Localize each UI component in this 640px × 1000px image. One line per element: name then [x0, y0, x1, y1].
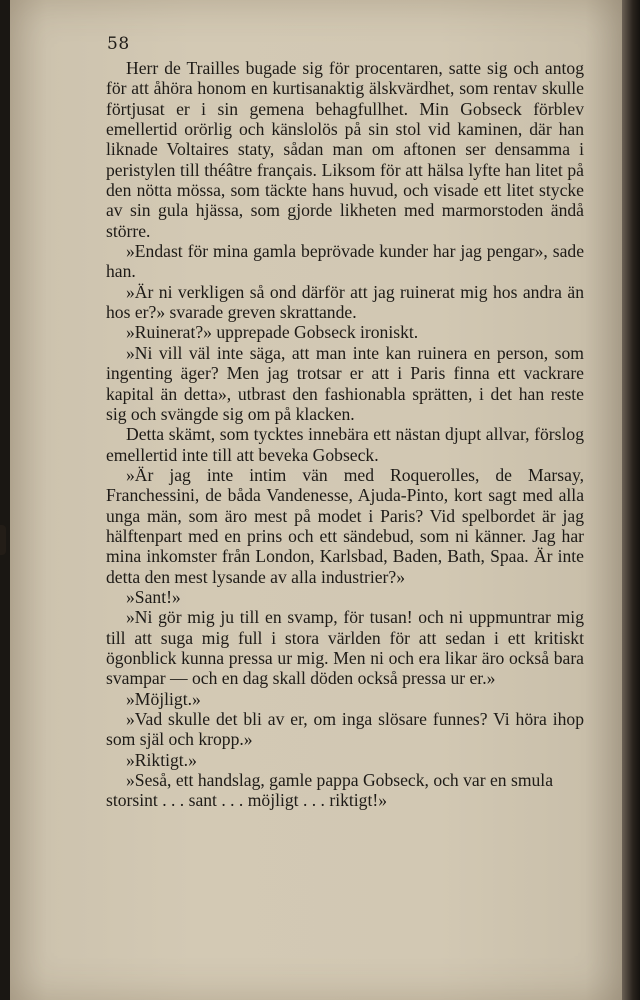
body-text — [106, 58, 584, 811]
paragraph: »Är jag inte intim vän med Roquerolles, de Marsay, Franchessini, de båda Vandenesse, Ajuda-Pinto, kort sagt med alla unga män, som äro mest på modet i Paris? Vid spelbordet är jag hälftenpart med en prins och ett sändebud, som ni känner. Jag har mina inkomster från London, Karlsbad, Baden, Bath, Spaa. Är inte detta den mest lysande av alla industrier?» — [106, 464, 584, 587]
paragraph: »Vad skulle det bli av er, om inga slösare funnes? Vi höra ihop som själ och kropp.» — [106, 709, 584, 750]
paragraph: »Seså, ett handslag, gamle pappa Gobseck, och var en smula storsint . . . sant . . . möjligt . . . riktigt!» — [106, 770, 554, 811]
paragraph: »Är ni verkligen så ond därför att jag ruinerat mig hos andra än hos er?» svarade greven skrattande. — [106, 281, 584, 323]
paragraph: Detta skämt, som tycktes innebära ett nästan djupt allvar, förslog emellertid inte till att beveka Gobseck. — [106, 424, 584, 465]
paragraph: »Ni vill väl inte säga, att man inte kan ruinera en person, som ingenting äger? Men jag trotsar er att i Paris finna ett vackrare kapital än detta», utbrast den fashionabla sprätten, i det han reste sig och svängde sig om på klacken. — [106, 342, 584, 424]
paragraph: »Riktigt.» — [126, 749, 197, 770]
paragraph: »Ni gör mig ju till en svamp, för tusan! och ni uppmuntrar mig till att suga mig full i stora världen för att sedan i ett kritiskt ögonblick kunna pressa ur mig. Men ni och era likar äro också bara svampar — och en dag skall döden också pressa ur er.» — [106, 607, 584, 689]
paper-sheet — [10, 0, 622, 1000]
paragraph: »Sant!» — [126, 586, 181, 607]
paragraph: »Endast för mina gamla beprövade kunder har jag pengar», sade han. — [106, 241, 584, 282]
page-number: 58 — [107, 34, 130, 54]
paragraph: Herr de Trailles bugade sig för procentaren, satte sig och antog för att åhöra honom en kurtisanaktig älskvärdhet, som rentav skulle förtjusat er i sin gemena behagfullhet. Min Gobseck förblev emellertid orörlig och känslolös på sin stol vid kaminen, där han liknade Voltaires staty, sådan man om aftonen ser densamma i peristylen till théâtre français. Liksom för att hälsa lyfte han litet på den nötta mössa, som täckte hans huvud, och visade ett litet stycke av sin gula hjässa, som gjorde likheten med marmorstoden ändå större. — [106, 58, 584, 241]
paragraph: »Ruinerat?» upprepade Gobseck ironiskt. — [126, 322, 419, 343]
binding-mark — [0, 525, 6, 555]
page-edge-shadow — [622, 0, 640, 1000]
paragraph: »Möjligt.» — [126, 688, 201, 709]
